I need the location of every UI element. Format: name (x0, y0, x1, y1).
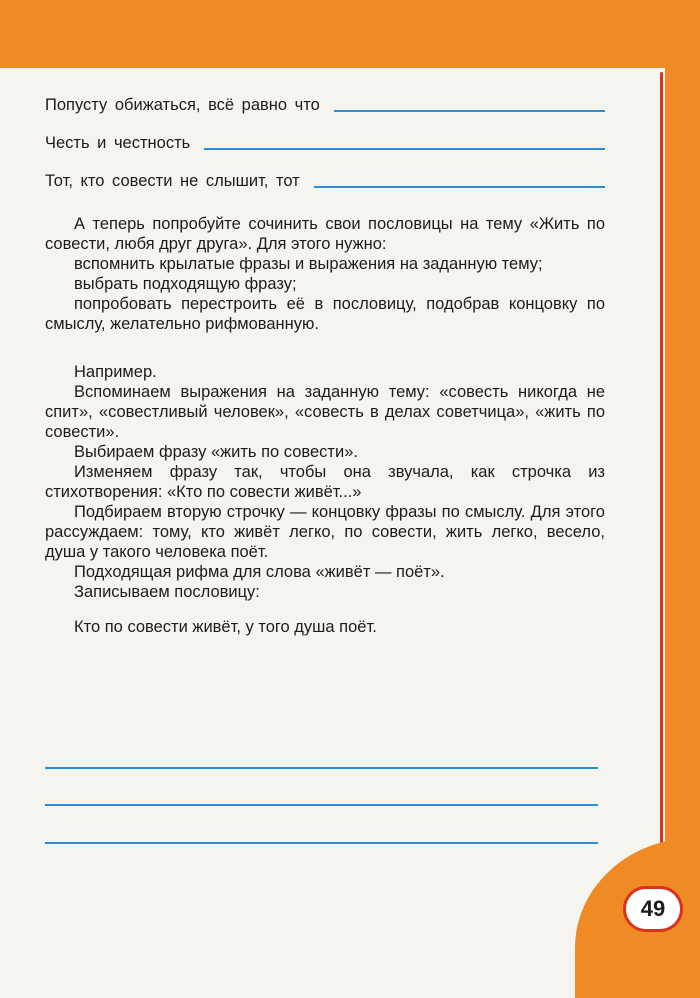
right-orange-band (665, 0, 700, 941)
proverb-prompt: Тот, кто совести не слышит, тот (45, 172, 300, 190)
example-paragraph: Вспоминаем выражения на заданную тему: «совесть никогда не спит», «совестливый человек», «совесть в делах советчица», «жить по совести». (45, 383, 605, 441)
example-paragraph: Изменяем фразу так, чтобы она звучала, как строчка из стихотворения: «Кто по совести живёт...» (45, 463, 605, 501)
margin-red-rule (660, 72, 663, 892)
proverb-prompt: Попусту обижаться, всё равно что (45, 96, 320, 114)
answer-blank[interactable] (334, 110, 605, 112)
example-paragraph: Подходящая рифма для слова «живёт — поёт». (74, 563, 445, 581)
answer-blank[interactable] (204, 148, 605, 150)
instruction-step: попробовать перестроить её в пословицу, подобрав концовку по смыслу, желательно рифмованную. (45, 295, 605, 333)
example-heading: Например. (74, 363, 157, 381)
example-paragraph: Подбираем вторую строчку — концовку фразы по смыслу. Для этого рассуждаем: тому, кто живёт легко, по совести, жить легко, весело, душа у такого человека поёт. (45, 503, 605, 561)
page-content (45, 95, 605, 637)
writing-line-2[interactable] (45, 804, 598, 806)
fill-in-line-1 (45, 95, 605, 115)
writing-line-3[interactable] (45, 842, 598, 844)
top-orange-band (0, 0, 700, 68)
page-number: 49 (623, 886, 683, 932)
instruction-step: вспомнить крылатые фразы и выражения на заданную тему; (74, 255, 543, 273)
instruction-step: выбрать подходящую фразу; (74, 275, 297, 293)
answer-blank[interactable] (314, 186, 605, 188)
instruction-paragraph: А теперь попробуйте сочинить свои пословицы на тему «Жить по совести, любя друг друга». Для этого нужно: (45, 215, 605, 253)
fill-in-line-3 (45, 171, 605, 191)
proverb-prompt: Честь и честность (45, 134, 191, 152)
example-proverb: Кто по совести живёт, у того душа поёт. (74, 618, 377, 636)
example-paragraph: Записываем пословицу: (74, 583, 260, 601)
fill-in-line-2 (45, 133, 605, 153)
example-paragraph: Выбираем фразу «жить по совести». (74, 443, 358, 461)
writing-line-1[interactable] (45, 767, 598, 769)
